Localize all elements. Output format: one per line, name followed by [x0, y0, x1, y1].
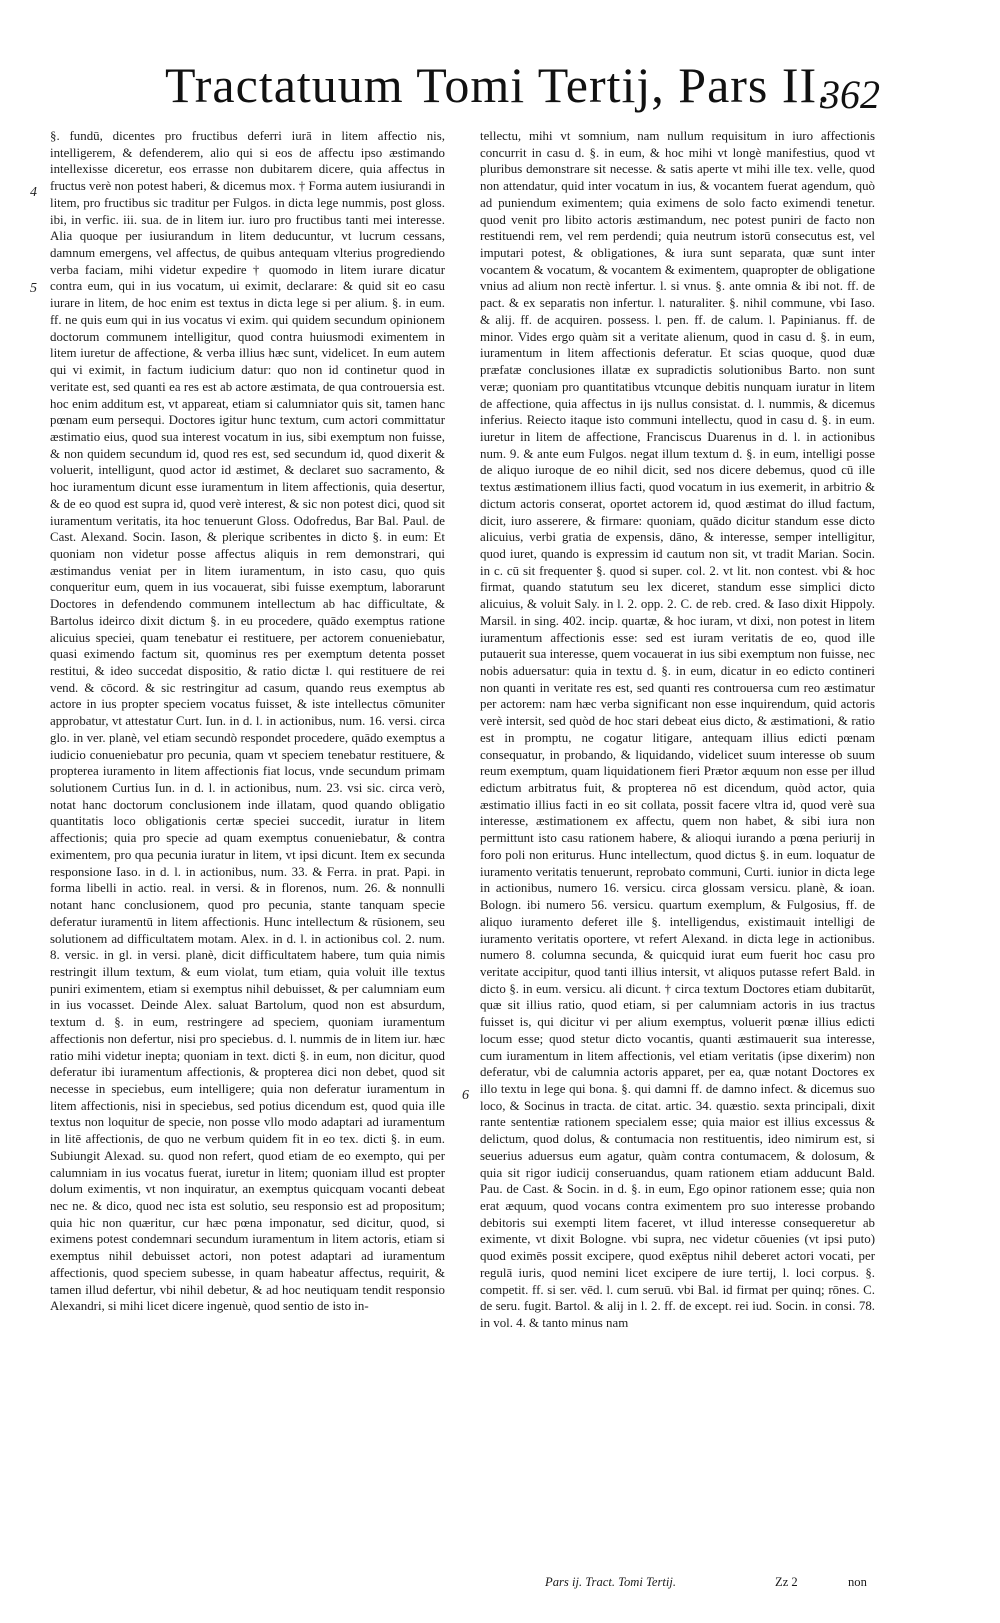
footer-signature-line: Pars ij. Tract. Tomi Tertij. [545, 1575, 676, 1589]
page-number: 362 [820, 72, 880, 117]
footer-gathering-mark: Zz 2 [775, 1575, 798, 1589]
footer-catchword: non [848, 1575, 867, 1589]
left-column-text: §. fundū, dicentes pro fructibus deferri iurā in litem affectio nis, intelligerem, & defenderem, alio qui si eos de affectu ipso æstimando intellexisse diceretur, eos errasse non dubitarem dicere, quia affectus in fructus verè non potest haberi, & dicemus mox. † Forma autem iusiurandi in litem, pro fructibus sic traditur per Fulgos. in dicta lege nummis, post gloss. ibi, in verfic. iii. sua. de in litem iur. iuro pro fructibus tanti mei interesse. Alia quoque per iusiurandum in litem deducuntur, vt lucrum cessans, damnum emergens, vel affectus, de quibus antequam vlterius progrediendo verba faciam, mihi videtur expedire † quomodo in litem iurare dicatur contra eum, qui in ius vocatum, ui eximit, declarare: & quid sit eo casu iurare in litem, de hoc enim est textus in dicta lege si per alium. §. in eum. ff. ne quis eum qui in ius vocatus vi exim. qui quidem secundum opinionem doctorum communem intelligitur, quod contra huiusmodi eximentem in litem iuretur de affectione, & verba illius hæc sunt, videlicet. In eum autem qui vi eximit, in factum iudicium datur: quo non id continetur quod in veritate est, sed quanti ea res est ab actore æstimata, de qua controuersia est. hoc enim additum est, vt appareat, etiam si calumniator quis sit, tamen hanc pœnam eum persequi. Doctores igitur hunc textum, cum actori committatur æstimatio eius, quod sua interest vocatum in ius, sibi exemptum non fuisse, & non quidem secundum id, quod res est, sed secundum id, quod dixerit & voluerit, intelligunt, quod actor id æstimet, & declaret suo sacramento, & hoc iuramentum dicunt esse iuramentum in litem affectionis, quia desertur, & de eo quod est supra id, quod verè interest, & sic non potest dici, quod sit iuramentum veritatis, ita hoc tenuerunt Gloss. Odofredus, Bar Bal. Paul. de Cast. Alexand. Socin. Iason, & plerique scribentes in dicto §. in eum: Et quoniam non videtur posse affectus aliquis in rem demonstrari, qui æstimandus veniat per in litem iuramentum, in isto casu, quo quis conqueritur eum, quem in ius vocauerat, sibi fuisse exemptum, laborarunt Doctores in defendendo communem intellectum ab hac difficultate, & Bartolus ideirco dixit dictum §. in eu procedere, quādo exemptus ratione alicuius speciei, quam tenebatur ei restituere, per actorem conueniebatur, quasi eximendo factum sit, quominus res per exemptum detenta posset restitui, & ideo succedat dispositio, & ratio dictæ l. qui restituere de rei vend. & cōcord. & sic restringitur ad casum, quando reus exemptus ab actore in ius propter speciem vocatus fuisset, & iste intellectus cōmuniter approbatur, vt attestatur Curt. Iun. in d. l. in actionibus, num. 16. versi. circa glo. in ver. planè, vel etiam secundò respondet procedere, quādo exemptus a iudicio conueniebatur pro pecunia, quam vt speciem tenebatur restituere, & propterea iuramento in litem affectionis fiat locus, vnde secundum primam solutionem Curtius Iun. in d. l. in actionibus, num. 23. vsi sic. circa verò, notat hanc doctorum conclusionem inde illatam, quod quando obligatio quantitatis loco obligationis certæ speciei succedit, iuratur in litem affectionis; quia pro specie ad quam exemptus conueniebatur, & contra eximentem, pro qua pecunia iuratur in litem, vt ipsi dicunt. Item ex secunda responsione Iaso. in d. l. in actionibus, num. 33. & Ferra. in prat. Papi. in forma libelli in actio. real. in versi. & in florenos, num. 26. & nonnulli notant hanc conclusionem, quod pro pecunia, stante tanquam specie deferatur iuramentū in litem affectionis. Hunc intellectum & rūsionem, seu solutionem ad difficultatem motam. Alex. in d. l. in actionibus col. 2. num. 8. versic. in gl. in versi. planè, dicit difficultatem habere, tum quia nimis restringit illum textum, & eum violat, tum etiam, quia voluit ille textus puniri eximentem, etiam si exemptus nihil debuisset, & per calumniam eum in ius vocasset. Deinde Alex. saluat Bartolum, quod non est absurdum, textum d. §. in eum, restringere ad speciem, quoniam iuramentum affectionis non defertur, nisi pro speciebus. d. l. nummis de in litem iur. hæc ratio mihi videtur inepta; quoniam in text. dicti §. in eum, non dicitur, quod deferatur ibi iuramentum affectionis, & propterea dici non debet, quod sit necesse in speciebus, eum intelligere; quia non deferatur iuramentum in litem affectionis, nisi in speciebus, sed potius dicendum est, quod quia ille textus non loquitur de specie, non posse vllo modo adaptari ad iuramentum in litē affectionis, de quo ne verbum quidem fit in eo tex. dicti §. in eum. Subiungit Alexad. su. quod non refert, quod etiam de eo exempto, qui per calumniam in ius vocatus fuerat, iuretur in litem; quoniam illud est propter dolum eximentis, vt non inquiratur, an exemptus quicquam vocanti debeat nec ne. & dico, quod nec ista est solutio, seu responsio est ad propositum; quia hic non quæritur, cur hæc pœna imponatur, sed dicitur, quod, si eximens potest condemnari secundum iuramentum in litem actoris, etiam si exemptus nihil debuisset actori, non potest adaptari ad iuramentum affectionis, quod speciem subesse, in quam habeatur affectus, requirit, & tamen illud defertur, vbi nihil debetur, & ad hoc neutiquam tendit responsio Alexandri, si mihi licet dicere ingenuè, quod sentio de isto in- [50, 129, 445, 1314]
right-column-text: tellectu, mihi vt somnium, nam nullum requisitum in iuro affectionis concurrit in casu d. §. in eum, & hoc mihi vt longè manifestius, quod vt pluribus demonstrare sit necesse. & satis aperte vt mihi ille tex. velle, quod non attendatur, quid inter vocatum in ius, & vocantem fuerat agendum, quò ad puniendum eximentem; quia eximens de solo facto eximendi tenetur. quod venit pro libito actoris æstimandum, nec potest puniri de facto non restituendi rem, vel rem perdendi; quia neutrum istorū consecutus est, vel imputari potest, & obligationes, & iura sunt separata, quæ sunt inter vocantem & vocatum, & vocantem & eximentem, quapropter de obligatione vnius ad alium non rectè infertur. l. si vnus. §. ante omnia & ibi not. ff. de pact. & ex separatis non infertur. l. naturaliter. §. nihil commune, vbi Iaso. & alij. ff. de acquiren. possess. l. pen. ff. de calum. l. Papinianus. ff. de minor. Vides ergo quàm sit a veritate alienum, quod in casu d. §. in eum, iuramentum in litem affectionis deferatur. Et scias quoque, quod duæ præfatæ conclusiones illatæ ex supradictis solutionibus Barto. non sunt veræ; quoniam pro quantitatibus vtcunque debitis nunquam iuratur in litem de affectione, quia affectus in ijs nullus consistat. d. l. nummis, & dicemus inferius. Reiecto itaque isto communi intellectu, quod in casu d. §. in eum. iuretur in litem de affectione, Franciscus Duarenus in d. l. in actionibus num. 9. & ante eum Fulgos. negat illum textum d. §. in eum, intelligi posse de aliquo iuroque de eo nihil dicit, sed nos dicere debemus, quod cū ille textus æstimationem illius facti, quod vocatum in ius exemerit, in arbitrio & dictum actoris conserat, oportet actorem id, quod æstimat do illud factum, dicit, iuro asserere, & firmare: quoniam, quādo dicitur standum esse dicto alicuius, verbi gratia de expensis, dāno, & interesse, semper intelligitur, quod iuret, quando is expressim id cautum non sit, vt tradit Marian. Socin. in c. cū sit frequenter §. quod si super. col. 2. vt lit. non contest. vbi & hoc firmat, quando statutum seu lex diceret, standum esse simplici dicto alicuius, & voluit Saly. in l. 2. opp. 2. C. de reb. cred. & Iaso dixit Hippoly. Marsil. in sing. 402. incip. quartæ, & hoc iuram, vt dixi, non potest in litem iuramentum affectionis esse: sed est iuram veritatis de eo, quod ille putauerit sua interesse, quem vocauerat in ius sibi exemptum non fuisse, nec nobis aduersatur: quia in textu d. §. in eum, dicatur in eo edicto contineri non quanti in veritate res est, sed quanti res controuersa cum reo æstimatur per actorem: nam hæc verba significant non esse inquirendum, quid actoris verè intersit, sed quòd de hoc stari debeat eius dicto, & æstimationi, & ratio est in promptu, ne cogatur litigare, antequam illius edicti pœnam consequatur, in probando, & liquidando, videlicet suum interesse ob suum reum exemptum, quam liquidationem fieri Prætor æquum non esse per illud edictum arbitratus fuit, & propterea nō est dicendum, quòd actor, quia æstimatio illius facti in eo sit collata, possit facere vltra id, quod verè sua interesse, æstimationem ex affectu, quem non habet, & sibi iura non permittunt isto casu rationem habere, & alioqui iurando a pœna periurij in foro poli non eriturus. Hunc intellectum, quod dictus §. in eum. loquatur de iuramento veritatis tenuerunt, reprobato communi, Curti. iunior in dicta lege in actionibus, numero 16. versicu. circa glossam versicu. planè, & ioan. Bologn. ibi numero 56. versicu. quartum exemplum, & Fulgosius, ff. de aliquo iuramento deferet ille §. intelligendus, existimauit intelligi de iuramento veritatis oportere, vt refert Alexand. in dicta lege in actionibus. numero 8. columna secunda, & quicquid iurat eum fuerit hoc casu pro veritate accipitur, quod tanti illius intersit, vt aliquos putasse refert Bald. in dicto §. in eum. versicu. ali dicunt. † circa textum Doctores etiam dubitarūt, quæ sit illius ratio, quod etiam, si per calumniam actoris in ius tractus fuisset is, qui dicitur vi per alium exemptus, voluerit pœnæ illius edicti locum esse; quod stetur dicto vocantis, quanti æstimauerit sua interesse, cum iuramentum in litem affectionis, vel etiam veritatis (ipse dixerim) non deferatur, vbi de calumnia actoris apparet, per ea, quæ notant Doctores ex illo textu in lege qui bona. §. qui damni ff. de damno infect. & dicemus suo loco, & Socinus in tracta. de citat. artic. 34. quæstio. sexta principali, dixit rante sententiæ rationem specialem esse; quia maior est illius excessus & delictum, quod dolus, & contumacia non restituentis, ideo nimirum est, si seuerius aduersus eum agatur, quàm contra contumacem, & dolosum, & quia sit rigor iudicij conseruandus, quam rationem etiam adducunt Bald. Pau. de Cast. & Socin. in d. §. in eum, Ego opinor rationem esse; quia non erat æquum, quod vocans contra eximentem pro suo interesse probando debitoris sui exempti litem faceret, vt illud interesse consequeretur ab eximente, vt dixit Bologne. vbi supra, nec videtur cōuenies (vt ipsi puto) quod eximēs possit excipere, quod exēptus nihil deberet actori vocati, per regulā iuris, quod nemini licet excipere de iure tertij, l. loci corpus. §. competit. ff. si ser. vēd. l. cum seruū. vbi Bal. id firmat per quinq; rōnes. C. de seru. fugit. Bartol. & alij in l. 2. ff. de except. rei iud. Socin. in consi. 78. in vol. 4. & tanto minus nam [480, 129, 875, 1331]
margin-number-6: 6 [462, 1088, 469, 1103]
margin-number-5: 5 [30, 281, 37, 296]
margin-number-4: 4 [30, 185, 37, 200]
page-title: Tractatuum Tomi Tertij, Pars II. [165, 57, 831, 113]
